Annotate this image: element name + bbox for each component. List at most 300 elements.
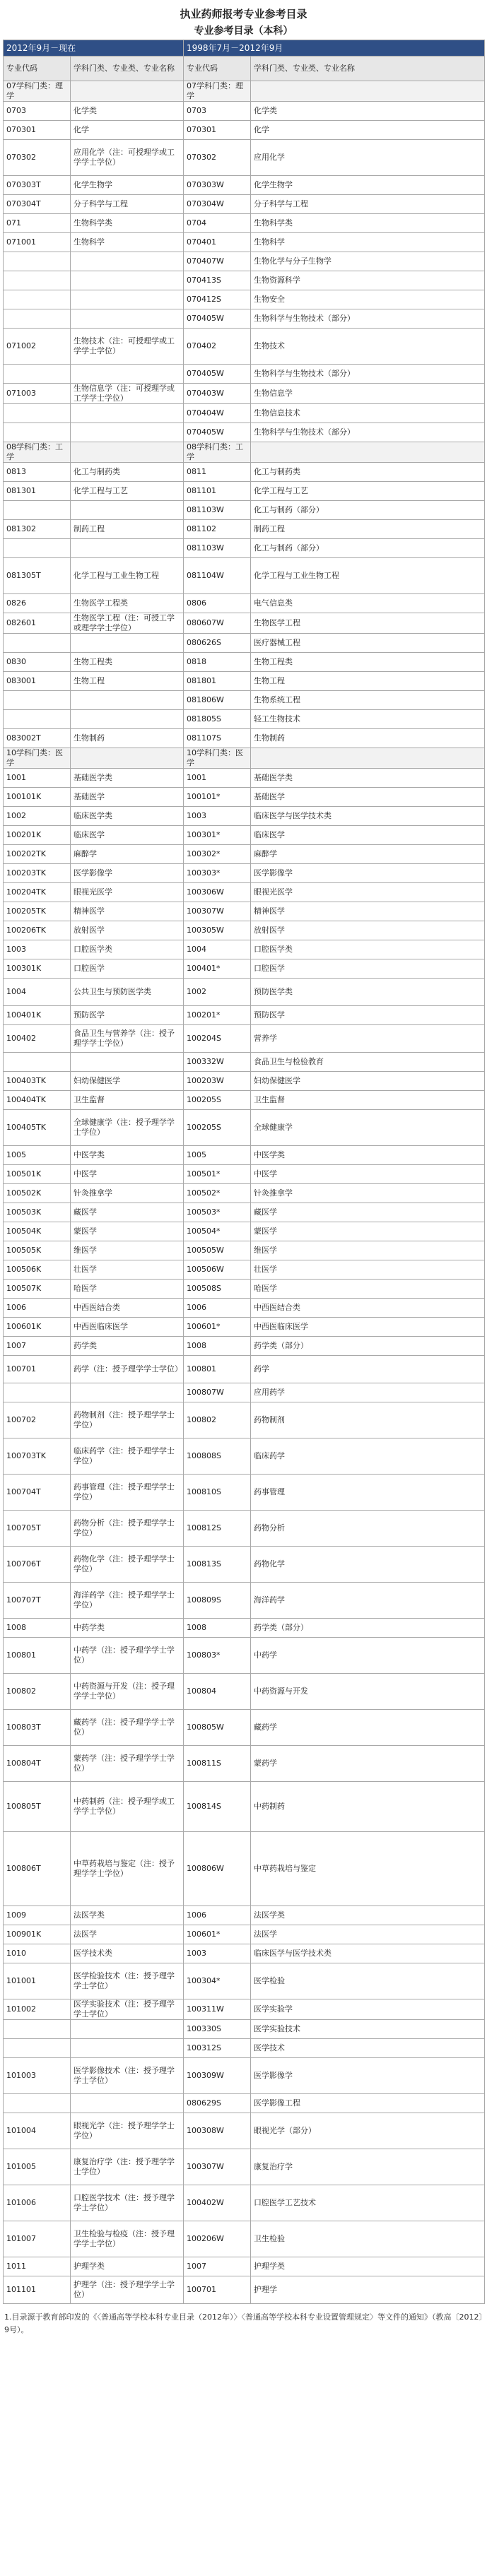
old-name-cell: 制药工程	[251, 520, 485, 539]
old-code-cell: 1008	[184, 1619, 251, 1638]
old-code-cell: 100601*	[184, 1318, 251, 1337]
new-name-cell: 化学	[71, 121, 184, 140]
old-name-cell: 藏医学	[251, 1203, 485, 1222]
table-row	[4, 1547, 485, 1583]
new-code-cell	[4, 365, 71, 384]
table-row	[4, 921, 485, 940]
old-name-cell	[251, 81, 485, 102]
new-code-cell: 100505K	[4, 1241, 71, 1260]
new-code-cell: 100707T	[4, 1583, 71, 1619]
table-row	[4, 1475, 485, 1511]
new-name-cell: 法医学类	[71, 1906, 184, 1925]
old-code-cell: 080607W	[184, 613, 251, 634]
old-name-cell: 医学检验	[251, 1963, 485, 1999]
old-name-cell: 分子科学与工程	[251, 195, 485, 214]
new-code-cell: 1001	[4, 769, 71, 788]
new-name-cell: 制药工程	[71, 520, 184, 539]
old-name-cell: 精神医学	[251, 902, 485, 921]
new-name-cell	[71, 634, 184, 653]
old-name-cell: 康复治疗学	[251, 2149, 485, 2185]
new-name-cell: 医学影像学	[71, 864, 184, 883]
right-code-header: 专业代码	[184, 57, 251, 81]
old-name-cell: 生物信息学	[251, 384, 485, 404]
new-name-cell: 药学（注：授予理学学士学位）	[71, 1356, 184, 1383]
old-code-cell: 0704	[184, 214, 251, 233]
table-row	[4, 672, 485, 691]
new-name-cell	[71, 2039, 184, 2058]
new-name-cell: 药物制剂（注：授予理学学士学位）	[71, 1402, 184, 1438]
old-code-cell: 081104W	[184, 558, 251, 594]
new-name-cell: 卫生监督	[71, 1091, 184, 1110]
old-code-cell: 10学科门类：医学	[184, 748, 251, 769]
new-code-cell: 100802	[4, 1674, 71, 1710]
old-code-cell: 100806W	[184, 1832, 251, 1906]
new-code-cell: 1003	[4, 940, 71, 959]
table-row	[4, 1241, 485, 1260]
old-name-cell: 口腔医学工艺技术	[251, 2185, 485, 2221]
new-name-cell: 口腔医学	[71, 959, 184, 979]
new-code-cell: 100801	[4, 1638, 71, 1674]
old-name-cell: 中药资源与开发	[251, 1674, 485, 1710]
old-name-cell: 蒙医学	[251, 1222, 485, 1241]
old-code-cell: 100206W	[184, 2221, 251, 2257]
old-name-cell: 法医学类	[251, 1906, 485, 1925]
new-name-cell: 中西医临床医学	[71, 1318, 184, 1337]
table-row	[4, 902, 485, 921]
new-name-cell: 中医学类	[71, 1146, 184, 1165]
table-row	[4, 1184, 485, 1203]
table-row	[4, 176, 485, 195]
new-code-cell: 100704T	[4, 1475, 71, 1511]
table-row	[4, 653, 485, 672]
new-name-cell	[71, 1053, 184, 1072]
table-row	[4, 1583, 485, 1619]
old-code-cell: 100506W	[184, 1260, 251, 1280]
new-code-cell: 071001	[4, 233, 71, 252]
table-row	[4, 1146, 485, 1165]
new-name-cell: 临床药学（注：授予理学学士学位）	[71, 1438, 184, 1475]
new-name-cell	[71, 271, 184, 290]
old-name-cell: 哈医学	[251, 1280, 485, 1299]
table-row	[4, 1906, 485, 1925]
table-row	[4, 1006, 485, 1025]
table-row	[4, 463, 485, 482]
left-name-header: 学科门类、专业类、专业名称	[71, 57, 184, 81]
table-row	[4, 121, 485, 140]
new-name-cell: 医学影像技术（注：授予理学学士学位）	[71, 2058, 184, 2094]
right-period-header: 1998年7月－2012年9月	[184, 40, 485, 57]
new-code-cell: 101002	[4, 1999, 71, 2020]
old-name-cell: 妇幼保健医学	[251, 1072, 485, 1091]
old-code-cell: 100508S	[184, 1280, 251, 1299]
table-row	[4, 365, 485, 384]
new-code-cell: 081301	[4, 482, 71, 501]
new-code-cell: 083001	[4, 672, 71, 691]
old-name-cell: 药物制剂	[251, 1402, 485, 1438]
table-row	[4, 691, 485, 710]
new-name-cell: 应用化学（注：可授理学或工学学士学位）	[71, 140, 184, 176]
old-code-cell: 100306W	[184, 883, 251, 902]
new-code-cell	[4, 252, 71, 271]
new-name-cell: 卫生检验与检疫（注：授予理学学士学位）	[71, 2221, 184, 2257]
old-name-cell: 卫生检验	[251, 2221, 485, 2257]
old-code-cell: 100332W	[184, 1053, 251, 1072]
page-title: 执业药师报考专业参考目录	[180, 8, 307, 20]
table-row	[4, 594, 485, 613]
old-code-cell: 070301	[184, 121, 251, 140]
old-code-cell: 100807W	[184, 1383, 251, 1402]
table-row	[4, 1356, 485, 1383]
new-name-cell: 中药资源与开发（注：授予理学学士学位）	[71, 1674, 184, 1710]
table-row	[4, 520, 485, 539]
table-row	[4, 252, 485, 271]
table-body	[4, 81, 485, 2304]
old-name-cell: 护理学类	[251, 2257, 485, 2276]
new-code-cell: 100705T	[4, 1511, 71, 1547]
table-row	[4, 1072, 485, 1091]
old-name-cell: 生物资源科学	[251, 271, 485, 290]
table-row	[4, 309, 485, 329]
new-code-cell: 100706T	[4, 1547, 71, 1583]
old-code-cell: 100302*	[184, 845, 251, 864]
old-name-cell: 食品卫生与检验教育	[251, 1053, 485, 1072]
new-name-cell: 海洋药学（注：授予理学学士学位）	[71, 1583, 184, 1619]
new-code-cell: 0703	[4, 102, 71, 121]
new-code-cell: 083002T	[4, 729, 71, 748]
new-name-cell	[71, 81, 184, 102]
old-code-cell: 100504*	[184, 1222, 251, 1241]
new-name-cell	[71, 442, 184, 463]
old-name-cell: 医学影像工程	[251, 2094, 485, 2113]
new-code-cell: 100504K	[4, 1222, 71, 1241]
old-code-cell: 070304W	[184, 195, 251, 214]
old-code-cell: 100204S	[184, 1025, 251, 1053]
table-row	[4, 1402, 485, 1438]
table-row	[4, 1203, 485, 1222]
old-name-cell: 应用化学	[251, 140, 485, 176]
new-name-cell	[71, 2020, 184, 2039]
new-name-cell: 口腔医学技术（注：授予理学学士学位）	[71, 2185, 184, 2221]
new-code-cell: 100203TK	[4, 864, 71, 883]
table-row	[4, 1110, 485, 1146]
table-row	[4, 2020, 485, 2039]
old-code-cell: 100701	[184, 2276, 251, 2304]
old-name-cell: 生物制药	[251, 729, 485, 748]
new-code-cell: 100702	[4, 1402, 71, 1438]
new-name-cell: 基础医学类	[71, 769, 184, 788]
new-name-cell: 生物科学	[71, 233, 184, 252]
table-row	[4, 2058, 485, 2094]
old-code-cell: 0811	[184, 463, 251, 482]
table-row	[4, 940, 485, 959]
old-name-cell: 基础医学	[251, 788, 485, 807]
old-name-cell: 化工与制药（部分）	[251, 501, 485, 520]
new-name-cell: 蒙药学（注：授予理学学士学位）	[71, 1746, 184, 1782]
new-name-cell: 全球健康学（注：授予理学学士学位）	[71, 1110, 184, 1146]
table-row	[4, 2039, 485, 2058]
old-code-cell: 100809S	[184, 1583, 251, 1619]
new-code-cell: 100401K	[4, 1006, 71, 1025]
new-name-cell: 化学工程与工艺	[71, 482, 184, 501]
old-code-cell: 0703	[184, 102, 251, 121]
new-name-cell: 眼视光学（注：授予理学学士学位）	[71, 2113, 184, 2149]
old-code-cell: 081103W	[184, 501, 251, 520]
old-code-cell: 100101*	[184, 788, 251, 807]
new-name-cell: 预防医学	[71, 1006, 184, 1025]
table-row	[4, 864, 485, 883]
new-code-cell: 100301K	[4, 959, 71, 979]
left-code-header: 专业代码	[4, 57, 71, 81]
right-name-header: 学科门类、专业类、专业名称	[251, 57, 485, 81]
new-code-cell: 100206TK	[4, 921, 71, 940]
new-name-cell: 生物制药	[71, 729, 184, 748]
old-name-cell: 护理学	[251, 2276, 485, 2304]
old-name-cell: 藏药学	[251, 1710, 485, 1746]
old-code-cell: 100804	[184, 1674, 251, 1710]
old-code-cell: 100330S	[184, 2020, 251, 2039]
category-row	[4, 442, 485, 463]
new-code-cell	[4, 691, 71, 710]
old-name-cell: 化工与制药类	[251, 463, 485, 482]
old-name-cell: 眼视光学（部分）	[251, 2113, 485, 2149]
table-row	[4, 2149, 485, 2185]
new-name-cell: 临床医学	[71, 826, 184, 845]
new-name-cell: 药物分析（注：授予理学学士学位）	[71, 1511, 184, 1547]
old-name-cell: 营养学	[251, 1025, 485, 1053]
table-row	[4, 845, 485, 864]
old-name-cell: 生物系统工程	[251, 691, 485, 710]
new-name-cell	[71, 710, 184, 729]
new-code-cell: 101005	[4, 2149, 71, 2185]
new-name-cell: 口腔医学类	[71, 940, 184, 959]
new-name-cell: 放射医学	[71, 921, 184, 940]
new-name-cell: 中药制药（注：授予理学或工学学士学位）	[71, 1782, 184, 1832]
new-name-cell: 生物工程	[71, 672, 184, 691]
old-code-cell: 081801	[184, 672, 251, 691]
table-row	[4, 233, 485, 252]
period-header-row	[4, 40, 485, 57]
old-name-cell: 医疗器械工程	[251, 634, 485, 653]
new-name-cell: 壮医学	[71, 1260, 184, 1280]
table-row	[4, 959, 485, 979]
old-name-cell: 医学影像学	[251, 2058, 485, 2094]
new-code-cell: 07学科门类：理学	[4, 81, 71, 102]
footnote: 1.目录源于教育部印发的《〈普通高等学校本科专业目录（2012年）〉〈普通高等学校本科专业设置管理规定〉等文件的通知》（教高〔2012〕9号）。	[4, 2312, 483, 2334]
old-code-cell: 1004	[184, 940, 251, 959]
new-code-cell: 100405TK	[4, 1110, 71, 1146]
new-code-cell	[4, 271, 71, 290]
old-code-cell: 081806W	[184, 691, 251, 710]
old-code-cell: 100307W	[184, 2149, 251, 2185]
new-code-cell	[4, 404, 71, 423]
new-code-cell: 070301	[4, 121, 71, 140]
new-name-cell: 医学检验技术（注：授予理学学士学位）	[71, 1963, 184, 1999]
table-row	[4, 102, 485, 121]
old-code-cell: 1002	[184, 979, 251, 1006]
old-code-cell: 100813S	[184, 1547, 251, 1583]
table-row	[4, 883, 485, 902]
new-name-cell: 生物信息学（注：可授理学或工学学士学位）	[71, 384, 184, 404]
new-code-cell: 1004	[4, 979, 71, 1006]
old-name-cell: 生物工程类	[251, 653, 485, 672]
new-name-cell: 麻醉学	[71, 845, 184, 864]
old-name-cell: 轻工生物技术	[251, 710, 485, 729]
table-row	[4, 1025, 485, 1053]
table-row	[4, 290, 485, 309]
new-name-cell: 化学类	[71, 102, 184, 121]
old-name-cell: 卫生监督	[251, 1091, 485, 1110]
table-row	[4, 1280, 485, 1299]
new-name-cell	[71, 1383, 184, 1402]
new-code-cell: 101004	[4, 2113, 71, 2149]
new-code-cell	[4, 2094, 71, 2113]
new-code-cell: 101006	[4, 2185, 71, 2221]
table-row	[4, 729, 485, 748]
old-code-cell: 100812S	[184, 1511, 251, 1547]
new-code-cell: 070302	[4, 140, 71, 176]
old-code-cell: 1003	[184, 807, 251, 826]
table-row	[4, 1053, 485, 1072]
new-code-cell: 101001	[4, 1963, 71, 1999]
old-name-cell: 中药学	[251, 1638, 485, 1674]
table-row	[4, 1674, 485, 1710]
new-code-cell: 0826	[4, 594, 71, 613]
old-code-cell: 100814S	[184, 1782, 251, 1832]
new-code-cell: 100803T	[4, 1710, 71, 1746]
old-code-cell: 1007	[184, 2257, 251, 2276]
old-name-cell: 医学实验学	[251, 1999, 485, 2020]
new-code-cell: 071002	[4, 329, 71, 365]
new-code-cell: 100901K	[4, 1925, 71, 1944]
new-name-cell: 藏医学	[71, 1203, 184, 1222]
new-code-cell: 070303T	[4, 176, 71, 195]
new-name-cell: 蒙医学	[71, 1222, 184, 1241]
old-code-cell: 100803*	[184, 1638, 251, 1674]
old-code-cell: 100301*	[184, 826, 251, 845]
new-name-cell	[71, 290, 184, 309]
new-code-cell: 100805T	[4, 1782, 71, 1832]
new-code-cell: 100503K	[4, 1203, 71, 1222]
new-code-cell: 101007	[4, 2221, 71, 2257]
table-row	[4, 1782, 485, 1832]
new-name-cell	[71, 252, 184, 271]
new-code-cell: 100502K	[4, 1184, 71, 1203]
old-name-cell: 临床医学与医学技术类	[251, 1944, 485, 1963]
old-name-cell: 生物医学工程	[251, 613, 485, 634]
new-name-cell: 生物技术（注：可授理学或工学学士学位）	[71, 329, 184, 365]
old-name-cell: 全球健康学	[251, 1110, 485, 1146]
old-code-cell: 100311W	[184, 1999, 251, 2020]
old-name-cell: 蒙药学	[251, 1746, 485, 1782]
old-code-cell: 100205S	[184, 1091, 251, 1110]
old-name-cell: 基础医学类	[251, 769, 485, 788]
old-code-cell: 1005	[184, 1146, 251, 1165]
new-code-cell	[4, 634, 71, 653]
old-name-cell: 中西医结合类	[251, 1299, 485, 1318]
table-row	[4, 2185, 485, 2221]
new-code-cell	[4, 290, 71, 309]
old-code-cell: 100805W	[184, 1710, 251, 1746]
old-name-cell: 药物分析	[251, 1511, 485, 1547]
new-name-cell: 食品卫生与营养学（注：授予理学学士学位）	[71, 1025, 184, 1053]
new-name-cell: 临床医学类	[71, 807, 184, 826]
table-row	[4, 539, 485, 558]
old-code-cell: 07学科门类：理学	[184, 81, 251, 102]
old-name-cell: 药学类（部分）	[251, 1337, 485, 1356]
table-row	[4, 423, 485, 442]
new-code-cell: 100404TK	[4, 1091, 71, 1110]
new-name-cell: 生物工程类	[71, 653, 184, 672]
old-name-cell: 中医学	[251, 1165, 485, 1184]
old-name-cell: 化学	[251, 121, 485, 140]
old-name-cell: 生物科学与生物技术（部分）	[251, 423, 485, 442]
table-row	[4, 1091, 485, 1110]
new-name-cell	[71, 748, 184, 769]
old-name-cell: 针灸推拿学	[251, 1184, 485, 1203]
new-name-cell: 护理学类	[71, 2257, 184, 2276]
old-name-cell: 药事管理	[251, 1475, 485, 1511]
old-name-cell: 化学工程与工艺	[251, 482, 485, 501]
old-name-cell: 预防医学	[251, 1006, 485, 1025]
page-subtitle: 专业参考目录（本科）	[194, 25, 293, 37]
old-name-cell: 壮医学	[251, 1260, 485, 1280]
new-name-cell: 妇幼保健医学	[71, 1072, 184, 1091]
old-name-cell: 放射医学	[251, 921, 485, 940]
table-row	[4, 195, 485, 214]
new-name-cell: 针灸推拿学	[71, 1184, 184, 1203]
new-code-cell: 100501K	[4, 1165, 71, 1184]
old-name-cell: 口腔医学类	[251, 940, 485, 959]
old-code-cell: 100401*	[184, 959, 251, 979]
old-name-cell: 生物技术	[251, 329, 485, 365]
new-code-cell: 1008	[4, 1619, 71, 1638]
table-row	[4, 1337, 485, 1356]
new-code-cell: 071	[4, 214, 71, 233]
old-code-cell: 081101	[184, 482, 251, 501]
new-code-cell: 100205TK	[4, 902, 71, 921]
new-name-cell	[71, 2094, 184, 2113]
old-code-cell: 080626S	[184, 634, 251, 653]
old-code-cell: 100205S	[184, 1110, 251, 1146]
old-code-cell: 081102	[184, 520, 251, 539]
new-code-cell: 1005	[4, 1146, 71, 1165]
old-name-cell: 预防医学类	[251, 979, 485, 1006]
old-name-cell: 中西医临床医学	[251, 1318, 485, 1337]
new-name-cell: 化工与制药类	[71, 463, 184, 482]
old-code-cell: 100501*	[184, 1165, 251, 1184]
new-code-cell	[4, 1383, 71, 1402]
table-row	[4, 2113, 485, 2149]
new-name-cell	[71, 309, 184, 329]
old-name-cell: 医学影像学	[251, 864, 485, 883]
new-name-cell: 藏药学（注：授予理学学士学位）	[71, 1710, 184, 1746]
table-row	[4, 807, 485, 826]
new-name-cell: 分子科学与工程	[71, 195, 184, 214]
old-name-cell: 药学	[251, 1356, 485, 1383]
new-name-cell	[71, 365, 184, 384]
new-code-cell: 100703TK	[4, 1438, 71, 1475]
category-row	[4, 748, 485, 769]
new-code-cell: 100601K	[4, 1318, 71, 1337]
old-name-cell: 中医学类	[251, 1146, 485, 1165]
old-code-cell: 0806	[184, 594, 251, 613]
old-name-cell: 生物科学与生物技术（部分）	[251, 309, 485, 329]
major-catalog-table	[3, 40, 485, 2304]
new-code-cell: 100804T	[4, 1746, 71, 1782]
new-name-cell: 医学技术类	[71, 1944, 184, 1963]
old-code-cell: 100201*	[184, 1006, 251, 1025]
new-code-cell: 071003	[4, 384, 71, 404]
